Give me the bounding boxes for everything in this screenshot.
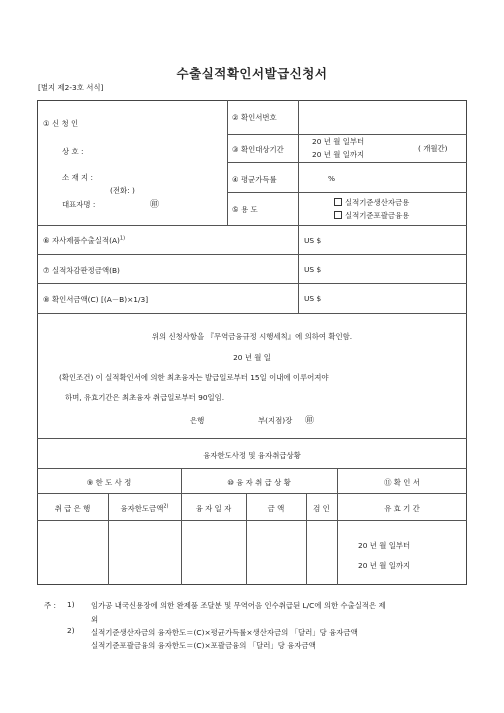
period-months: ( 개월간) <box>418 144 448 153</box>
applicant-heading: ① 신 청 인 <box>43 119 79 128</box>
usage-option-production[interactable]: 실적기준생산자금용 <box>334 197 409 208</box>
confirmation-statement: 위의 신청사항을 『무역금융규정 시행세칙』에 의하여 확인함. <box>151 332 353 341</box>
col-loan-limit: 융자한도금액$^{2)}$ <box>120 503 169 513</box>
usage-label: ⑤ 용 도 <box>232 205 258 214</box>
phone-label: (전화: ) <box>110 186 135 195</box>
statement-date: 20 년 월 일 <box>233 353 271 362</box>
validity-from: 20 년 월 일부터 <box>358 541 411 550</box>
bank-label: 은행 <box>190 416 205 425</box>
period-from: 20 년 월 일부터 <box>312 137 365 146</box>
note2-text: 실적기준생산자금의 융자한도＝(C)×평균가득률×생산자금의 「달러」당 융자금액 <box>91 628 358 637</box>
note2-number: 2) <box>67 626 75 635</box>
checkbox-icon[interactable] <box>334 211 342 219</box>
col-validity-period: 유 효 기 간 <box>384 504 420 513</box>
loan-section-title: 융자한도사정 및 융자취급상황 <box>203 451 301 460</box>
period-to: 20 년 월 일까지 <box>312 150 365 159</box>
col-inspection-seal: 검 인 <box>313 504 330 513</box>
representative-label: 대표자명 : <box>62 200 96 209</box>
confirmation-condition-line1: (확인조건) 이 실적확인서에 의한 최초융자는 발급일로부터 15일 이내에 이루어져야 <box>59 373 329 382</box>
note1-text: 임가공 내국신용장에 의한 완제품 조달분 및 무역어음 인수취급된 L/C에 의한 수출실적은 제 <box>91 601 386 610</box>
validity-to: 20 년 월 일까지 <box>358 561 411 570</box>
cert-amount-value: US $ <box>304 294 322 303</box>
note1-text-cont: 외 <box>91 615 99 624</box>
branch-manager-label: 부(지점)장 <box>258 416 293 425</box>
export-amount-value: US $ <box>304 236 322 245</box>
period-label: ③ 확인대상기간 <box>232 145 284 154</box>
note1-number: 1) <box>67 600 75 609</box>
deduction-amount-label: ⑦ 실적차감판정금액(B) <box>43 266 120 275</box>
statement-seal-mark: ㊞ <box>305 416 315 426</box>
certificate-header: ⑪ 확 인 서 <box>384 478 420 487</box>
col-amount: 금 액 <box>267 504 285 513</box>
limit-assessment-header: ⑨ 한 도 사 정 <box>86 478 132 487</box>
col-loan-date: 융 자 일 자 <box>195 504 232 513</box>
export-amount-label: ⑥ 자사제품수출실적$(A)^{1)}$ <box>43 235 126 245</box>
note2-text-cont: 실적기준포괄금융의 융자한도＝(C)×포괄금융의 「달러」당 융자금액 <box>91 641 316 650</box>
cert-amount-label: ⑧ 확인서금액(C) [(A－B)×1/3] <box>43 295 149 304</box>
loan-handling-header: ⑩ 융 자 취 급 상 황 <box>227 478 291 487</box>
form-number-label: [별지 제2-3호 서식] <box>38 83 104 92</box>
page-title: 수출실적확인서발급신청서 <box>176 66 328 81</box>
avg-rate-label: ④ 평균가득률 <box>232 175 277 184</box>
notes-prefix: 주 : <box>44 601 56 610</box>
deduction-amount-value: US $ <box>304 265 322 274</box>
applicant-seal-mark: ㊞ <box>150 200 160 210</box>
company-name-label: 상 호 : <box>62 147 84 156</box>
confirmation-condition-line2: 하며, 유효기간은 최초융자 취급일로부터 90일임. <box>65 393 225 402</box>
col-handling-bank: 취 급 은 행 <box>54 504 91 513</box>
checkbox-icon[interactable] <box>334 198 342 206</box>
avg-rate-unit: % <box>328 174 336 183</box>
usage-option-comprehensive[interactable]: 실적기준포괄금융용 <box>334 210 409 221</box>
address-label: 소 재 지 : <box>62 173 93 182</box>
cert-number-label: ② 확인서번호 <box>232 113 277 122</box>
